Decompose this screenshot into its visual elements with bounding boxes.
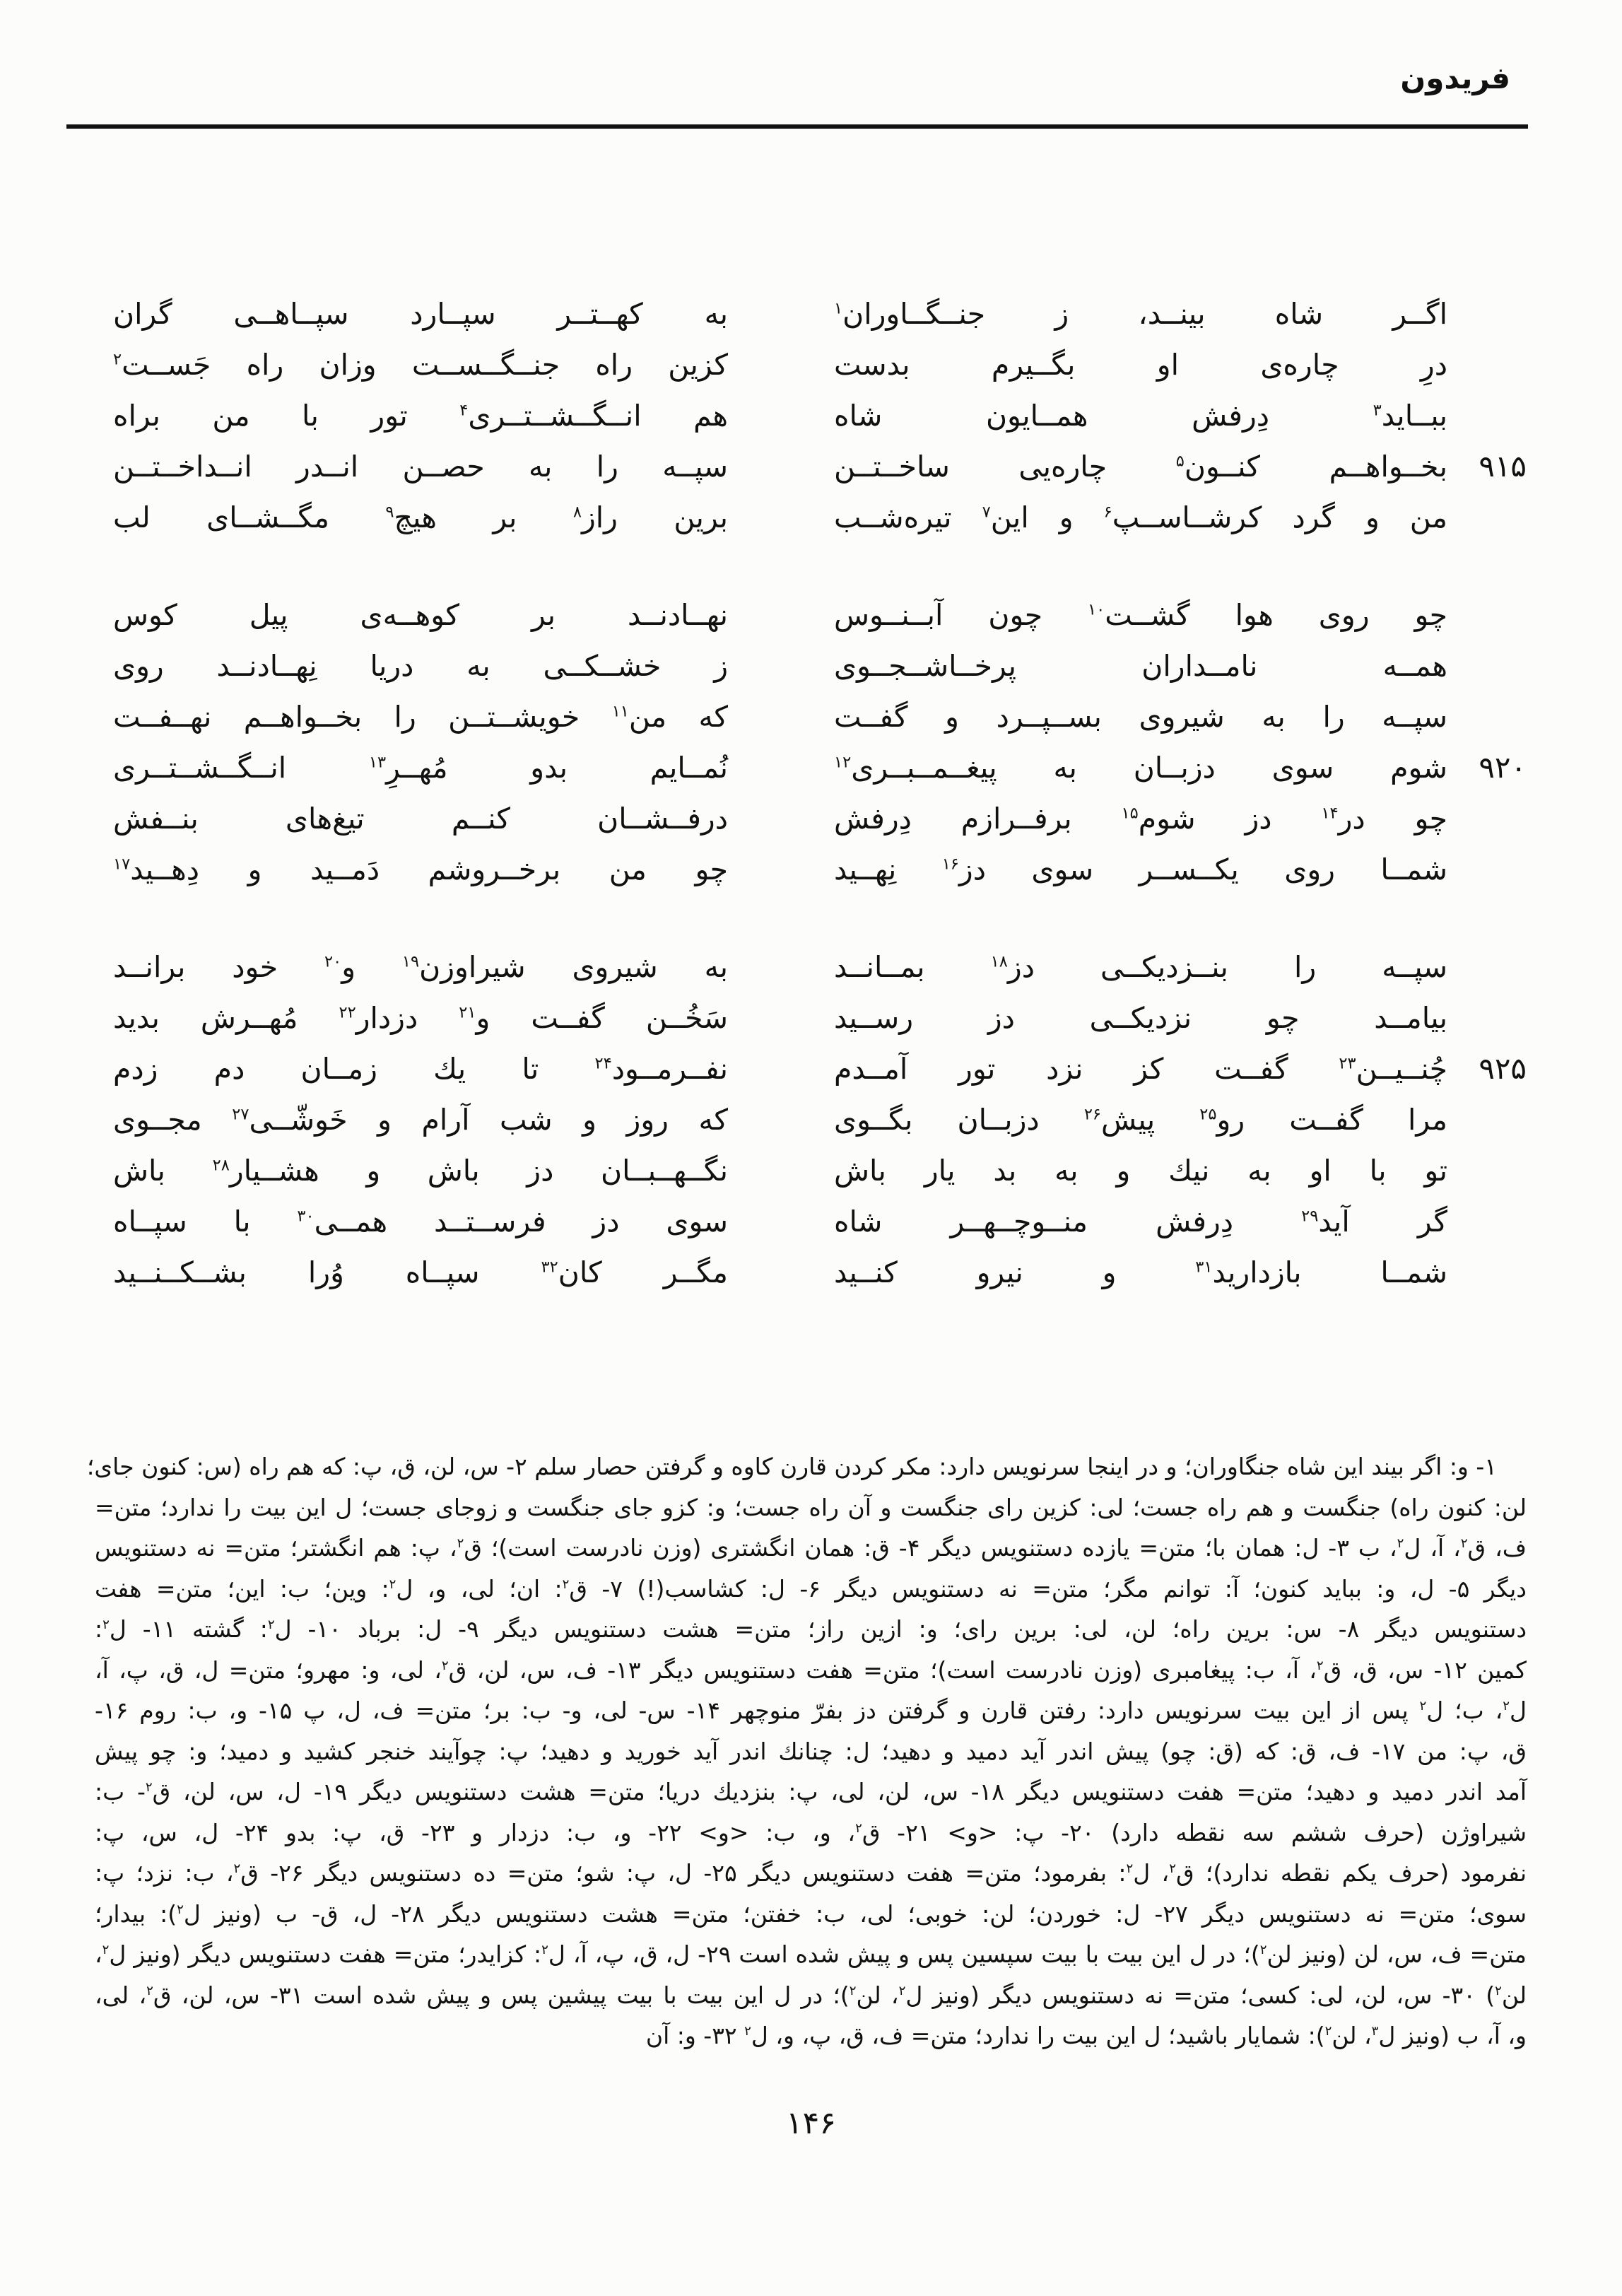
footnote-line: دستنویس دیگر ۸- س: برین راه؛ لن، لی: برین رای؛ و: ازین راز؛ متن= هشت دستنویس دیگر ۹- ل: برباد ۱۰- ل$^۲$: گشته ۱۱- ل$^۲$: [95,1615,1527,1643]
hemistich-left: برین راز$^۸$ بر هیچ$^۹$ مگــشــای لب [113,500,728,534]
footnote-line: نفرمود (حرف یکم نقطه ندارد)؛ ق$^۲$، ل$^۲$: بفرمود؛ متن= هفت دستنویس دیگر ۲۵- ل، پ: شو؛ متن= ده دستنویس دیگر ۲۶- ق$^۲$، ب: نزد؛ پ: [95,1859,1527,1887]
verse-columns [113,288,1527,1298]
hemistich-left: که روز و شب آرام و خَوشّــی$^{۲۷}$ مجــوی [113,1103,728,1137]
verse-number [1447,1094,1527,1145]
verse-group-2 [113,590,1527,895]
running-header-title: فریدون [1400,61,1510,95]
footnote-line: لن$^۲$) ۳۰- س، لن، لی: کسی؛ متن= نه دستنویس دیگر (ونیز ل$^۲$، لن$^۲$)؛ در ل این بیت با بیت پیشین پس و پیش شده است ۳۱- س، لن، ق$^۲$، لی، [95,1981,1527,2009]
verse-row [113,1196,1527,1247]
verse-number [1447,793,1527,844]
verse-row [113,992,1527,1043]
hemistich-right: چُنــیــن$^{۲۳}$ گفــت کز نزد تور آمــدم [834,1052,1447,1086]
verse-number [1447,492,1527,543]
hemistich-right: چو روی هوا گشــت$^{۱۰}$ چون آبــنــوس [834,598,1447,632]
hemistich-left: نُمــایم بدو مُهــرِ$^{۱۳}$ انــگــشــتــری [113,751,728,785]
verse-number [1447,339,1527,390]
hemistich-left: نفــرمــود$^{۲۴}$ تا یك زمــان دم زدم [113,1052,728,1086]
verse-row [113,590,1527,640]
verse-number: ۹۱۵ [1479,449,1527,484]
footnote-line: آمد اندر دمید و دهید؛ متن= هفت دستنویس دیگر ۱۸- س، لن، لی، پ: بنزدیك دریا؛ متن= هشت دستنویس دیگر ۱۹- ل، س، لن، ق$^۲$- ب: [95,1778,1527,1805]
hemistich-left: نگــهــبــان دز باش و هشــیار$^{۲۸}$ باش [113,1154,728,1188]
verse-row [113,1094,1527,1145]
hemistich-right: بخــواهــم کنــون$^۵$ چاره‌یی ساخــتــن [834,450,1447,484]
verse-group-1 [113,288,1527,543]
hemistich-right: تو با او به نیك و به بد یار باش [834,1154,1447,1188]
hemistich-right: مرا گفــت رو$^{۲۵}$ پیش$^{۲۶}$ دزبــان بگــوی [834,1103,1447,1137]
verse-row [113,288,1527,339]
hemistich-right: سپــه را به شیروی بســپــرد و گفــت [834,700,1447,734]
hemistich-right: بیامــد چو نزدیکــی دز رســید [834,1001,1447,1035]
hemistich-left: مگــر کان$^{۳۲}$ سپــاه وُرا بشــکــنــید [113,1255,728,1289]
hemistich-right: شمــا بازدارید$^{۳۱}$ و نیرو کنــید [834,1255,1447,1289]
verse-row [113,942,1527,992]
verse-number [1447,691,1527,742]
hemistich-right: چو در$^{۱۴}$ دز شوم$^{۱۵}$ برفــرازم دِرفش [834,802,1447,836]
hemistich-left: کزین راه جنــگــســت وزان راه جَســت$^۲$ [113,348,728,382]
hemistich-right: من و گرد کرشــاســپ$^۶$ و این$^۷$ تیره‌شــب [834,500,1447,534]
hemistich-right: شوم سوی دزبــان به پیغــمــبــری$^{۱۲}$ [834,751,1447,785]
page-number: ۱۴۶ [786,2105,836,2141]
verse-row [113,640,1527,691]
verse-row [113,1247,1527,1298]
header-rule [66,124,1528,129]
footnote-line: شیراوژن (حرف ششم سه نقطه دارد) ۲۰- پ: <و> ۲۱- ق$^۲$، و، ب: <و> ۲۲- و، ب: دزدار و ۲۳- ق، پ: بدو ۲۴- ل، س، پ: [95,1818,1527,1846]
verse-number [1447,1247,1527,1298]
hemistich-left: هم انــگــشــتــری$^۴$ تور با من براه [113,399,728,433]
footnote-line: لن: کنون راه) جنگست و هم راه جست؛ لی: کزین رای جنگست و آن راه جست؛ و: کزو جای جنگست و زوجای جست؛ ل این بیت را ندارد؛ متن= [95,1493,1527,1521]
footnote-line: ل$^۲$، ب؛ ل$^۲$ پس از این بیت سرنویس دارد: رفتن قارن و گرفتن دز بفرّ منوچهر ۱۴- س- لی، و- ب: بر؛ متن= ف، ل، پ ۱۵- و، ب: روم ۱۶- [95,1697,1527,1724]
hemistich-right: اگــر شاه بینــد، ز جنــگــاوران$^۱$ [834,297,1447,331]
footnote-line: کمین ۱۲- س، ق، ق$^۲$، آ، ب: پیغامبری (وزن نادرست است)؛ متن= هفت دستنویس دیگر ۱۳- ف، س، لن، ق$^۲$، لی، و: مهرو؛ متن= ل، ق، پ، آ، [95,1656,1527,1684]
hemistich-right: درِ چاره‌ی او بگــیرم بدست [834,348,1447,382]
verse-row [113,1043,1527,1094]
hemistich-left: درفــشــان کنــم تیغ‌های بنــفش [113,802,728,836]
verse-number: ۹۲۵ [1479,1051,1527,1086]
verse-row [113,844,1527,895]
hemistich-left: نهــادنــد بر کوهــه‌ی پیل کوس [113,598,728,632]
verse-number [1447,992,1527,1043]
verse-row [113,1145,1527,1196]
hemistich-left: سَخُــن گفــت و$^{۲۱}$ دزدار$^{۲۲}$ مُهــرش بدید [113,1001,728,1035]
hemistich-left: به شیروی شیراوزن$^{۱۹}$ و$^{۲۰}$ خود برانــد [113,950,728,984]
verse-number [1447,942,1527,992]
hemistich-right: سپــه را بنــزدیکــی دز$^{۱۸}$ بمــانــد [834,950,1447,984]
hemistich-right: شمــا روی یکــســر سوی دز$^{۱۶}$ نِهــید [834,853,1447,886]
verse-row [113,390,1527,441]
verse-group-3 [113,942,1527,1298]
hemistich-right: ببــاید$^۳$ دِرفش همــایون شاه [834,399,1447,433]
hemistich-right: گر آید$^{۲۹}$ دِرفش منــوچــهــر شاه [834,1205,1448,1238]
verse-number [1447,640,1527,691]
verse-number [1447,288,1527,339]
footnote-line: ف، ق$^۲$، آ، ل$^۲$، ب ۳- ل: همان با؛ متن= یازده دستنویس دیگر ۴- ق: همان انگشتری (وزن نادرست است)؛ ق$^۲$، پ: هم انگشتر؛ متن= نه دستنویس [95,1534,1527,1562]
verse-number: ۹۲۰ [1479,750,1527,785]
hemistich-left: سپــه را به حصــن انــدر انــداخــتــن [113,450,728,484]
verse-number [1447,1145,1527,1196]
verse-number [1447,590,1527,640]
hemistich-left: سوی دز فرســتــد همــی$^{۳۰}$ با سپــاه [113,1205,728,1238]
verse-row [113,492,1527,543]
verse-number [1447,844,1527,895]
verse-number [1447,390,1527,441]
hemistich-left: که من$^{۱۱}$ خویشــتــن را بخــواهــم نهــفــت [113,700,728,734]
verse-row [113,691,1527,742]
verse-row [113,339,1527,390]
footnote-line: و، آ، ب (ونیز ل$^۳$، لن$^۲$): شمایار باشید؛ ل این بیت را ندارد؛ متن= ف، ق، پ، و، ل$^۲$ ۳۲- و: آن [645,2022,1527,2049]
verse-row [113,742,1527,793]
footnote-line: دیگر ۵- ل، و: بباید کنون؛ آ: توانم مگر؛ متن= نه دستنویس دیگر ۶- ل: کشاسب(!) ۷- ق$^۲$: ان؛ لی، و، ل$^۲$: وین؛ ب: این؛ متن= هفت [95,1574,1527,1603]
hemistich-left: به کهــتــر سپــارد سپــاهــی گران [113,297,728,331]
footnote-line: متن= ف، س، لن (ونیز لن$^۲$)؛ در ل این بیت با بیت سپسین پس و پیش شده است ۲۹- ل، ق، پ، آ، ل$^۲$: کزایدر؛ متن= هفت دستنویس دیگر (ونیز ل$^۲$، [95,1940,1527,1968]
hemistich-right: همــه نامــداران پرخــاشــجــوی [834,649,1447,683]
verse-row [113,793,1527,844]
hemistich-left: چو من برخــروشم دَمــید و دِهــید$^{۱۷}$ [113,853,728,886]
footnote-line: ۱- و: اگر بیند این شاه جنگاوران؛ و در اینجا سرنویس دارد: مکر کردن قارن کاوه و گرفتن حصار سلم ۲- س، لن، ق، پ: که هم راه (س: کنون جای؛ [86,1453,1497,1480]
footnote-line: ق، پ: من ۱۷- ف، ق: که (ق: چو) پیش اندر آید دمید و دهید؛ ل: چنانك اندر آید خورید و دهید؛ پ: چوآیند خنجر کشید و دمید؛ و: چو پیش [95,1737,1527,1765]
footnote-line: سوی؛ متن= نه دستنویس دیگر ۲۷- ل: خوردن؛ لن: خوبی؛ لی، ب: خفتن؛ متن= هشت دستنویس دیگر ۲۸- ل، ق- ب (ونیز ل$^۲$): بیدار؛ [95,1899,1527,1928]
verse-row [113,441,1527,492]
verse-number [1447,1196,1527,1247]
critical-apparatus [86,1446,1527,2056]
hemistich-left: ز خشــکــی به دریا نِهــادنــد روی [113,649,728,683]
